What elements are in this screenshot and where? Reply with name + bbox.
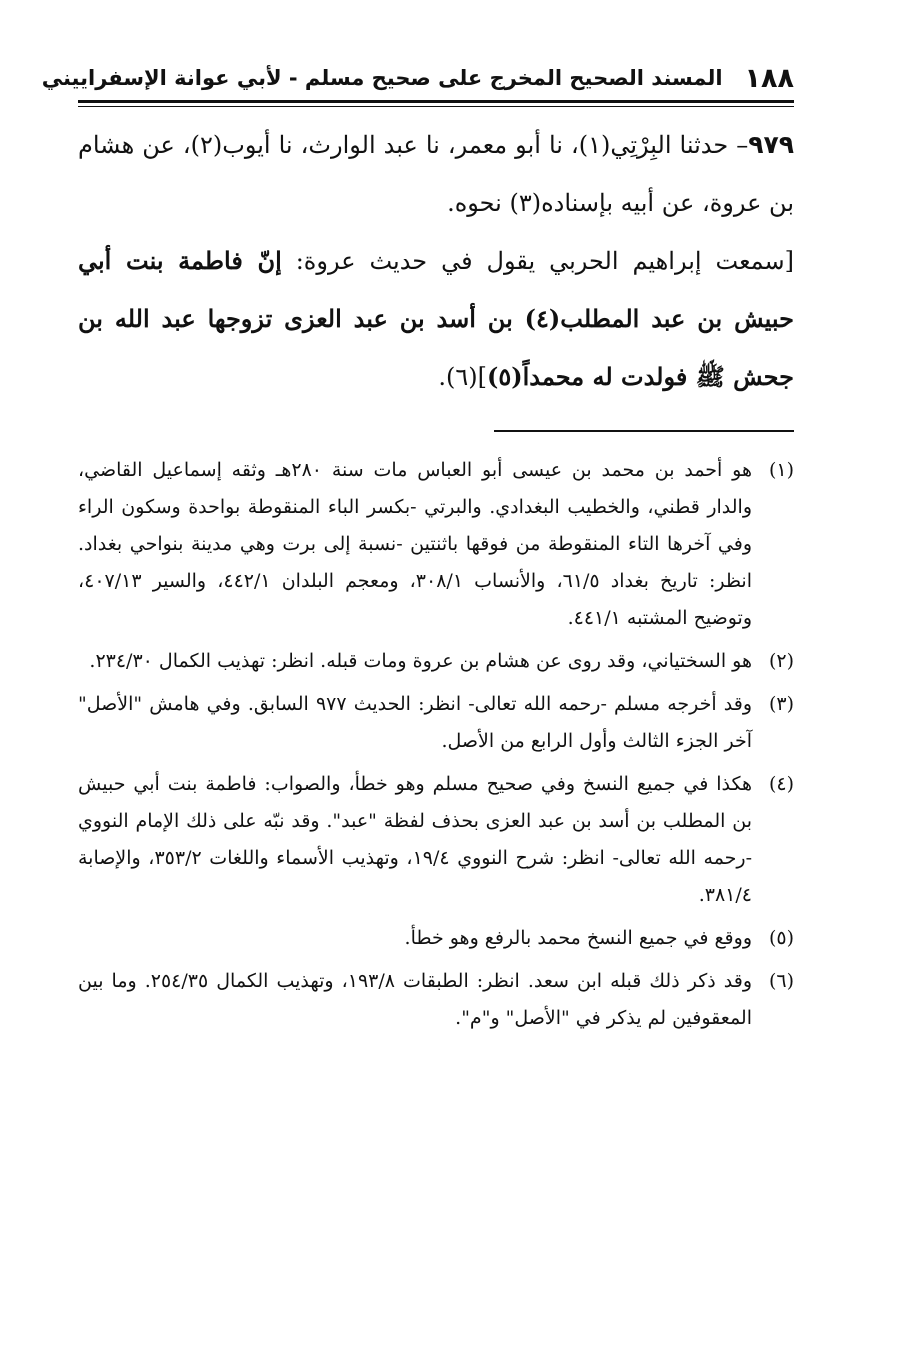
footnote-number: (٤)	[768, 773, 794, 795]
footnote-4	[78, 766, 794, 914]
header-rule	[78, 100, 794, 103]
footnote-text: وقد ذكر ذلك قبله ابن سعد. انظر: الطبقات ١٩٣/٨، وتهذيب الكمال ٢٥٤/٣٥. وما بين المعقوفين لم يذكر في "الأصل" و"م".	[78, 970, 753, 1029]
footnote-6	[78, 963, 794, 1037]
hadith-comment-bold: إنّ فاطمة بنت أبي حبيش بن عبد المطلب(٤) بن أسد بن عبد العزى تزوجها عبد الله بن جحش ﷺ فولدت له محمداً(٥)	[78, 246, 794, 391]
footnote-number: (٥)	[768, 927, 794, 949]
footnote-2	[78, 643, 794, 680]
hadith-text	[78, 116, 794, 406]
footnote-5	[78, 920, 794, 957]
hadith-number: ٩٧٩	[748, 130, 795, 159]
footnote-number: (٦)	[768, 970, 794, 992]
footnote-number: (١)	[768, 459, 794, 481]
footnotes	[78, 452, 794, 1043]
footnote-text: هكذا في جميع النسخ وفي صحيح مسلم وهو خطأ، والصواب: فاطمة بنت أبي حبيش بن المطلب بن أسد بن عبد العزى بحذف لفظة "عبد". وقد نبّه على ذلك الإمام النووي -رحمه الله تعالى- انظر: شرح النووي ١٩/٤، وتهذيب الأسماء واللغات ٣٥٣/٢، والإصابة ٣٨١/٤.	[78, 773, 753, 906]
hadith-isnad: – حدثنا البِرْتِي(١)، نا أبو معمر، نا عبد الوارث، نا أيوب(٢)، عن هشام بن عروة، عن أبيه بإسناده(٣) نحوه.	[78, 131, 794, 217]
hadith-comment-end: ](٦).	[438, 363, 487, 391]
footnote-text: هو السختياني، وقد روى عن هشام بن عروة ومات قبله. انظر: تهذيب الكمال ٢٣٤/٣٠.	[89, 650, 752, 672]
footnote-number: (٣)	[768, 693, 794, 715]
footnote-1	[78, 452, 794, 637]
header-rule-thin	[78, 106, 794, 107]
hadith-paragraph-2	[78, 232, 794, 406]
footnote-text: وقد أخرجه مسلم -رحمه الله تعالى- انظر: الحديث ٩٧٧ السابق. وفي هامش "الأصل" آخر الجزء الثالث وأول الرابع من الأصل.	[78, 693, 752, 752]
footnote-text: هو أحمد بن محمد بن عيسى أبو العباس مات سنة ٢٨٠هـ وثقه إسماعيل القاضي، والدار قطني، والخطيب البغدادي. والبرتي -بكسر الباء المنقوطة بواحدة وسكون الراء وفي آخرها التاء المنقوطة من فوقها باثنتين -نسبة إلى برت وهي مدينة بنواحي بغداد. انظر: تاريخ بغداد ٦١/٥، والأنساب ٣٠٨/١، ومعجم البلدان ٤٤٢/١، والسير ٤٠٧/١٣، وتوضيح المشتبه ٤٤١/١.	[78, 459, 753, 629]
hadith-comment-intro: [سمعت إبراهيم الحربي يقول في حديث عروة:	[281, 247, 794, 275]
footnote-separator	[494, 430, 794, 432]
footnote-text: ووقع في جميع النسخ محمد بالرفع وهو خطأ.	[404, 927, 752, 949]
page-header	[41, 58, 794, 98]
footnote-3	[78, 686, 794, 760]
page-number: ١٨٨	[744, 62, 794, 94]
running-title: المسند الصحيح المخرج على صحيح مسلم - لأبي عوانة الإسفراييني	[41, 66, 723, 90]
hadith-paragraph-1	[78, 116, 794, 232]
footnote-number: (٢)	[768, 650, 794, 672]
